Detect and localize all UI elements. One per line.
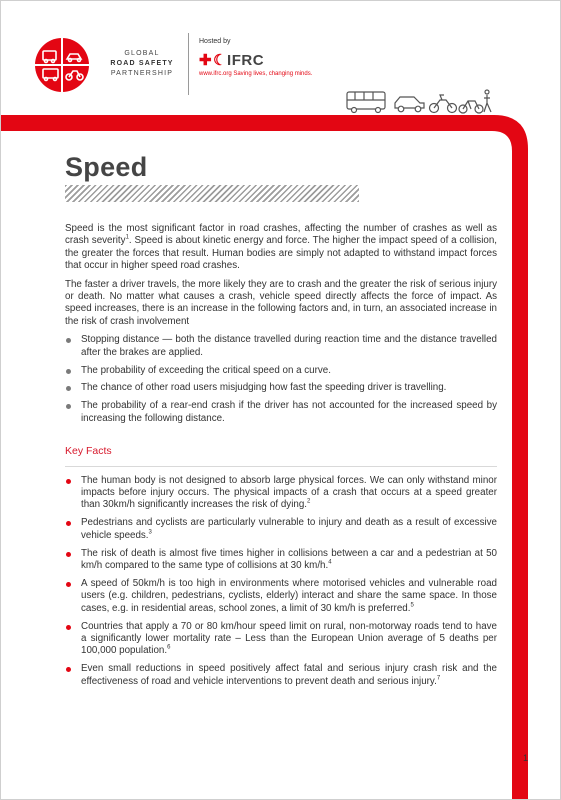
- grsp-logo-icon: [34, 37, 90, 93]
- footnote-ref: 5: [410, 602, 414, 609]
- key-facts-list: [65, 475, 497, 689]
- list-item: [65, 475, 497, 512]
- page-title: Speed: [65, 152, 148, 182]
- bullet-icon: [66, 667, 71, 672]
- ifrc-cross-icon: ✚: [199, 52, 213, 69]
- list-item-text: Stopping distance — both the distance travelled during reaction time and the distance travelled after the brakes are applied.: [81, 334, 497, 358]
- grsp-wordmark: [99, 49, 185, 79]
- bullet-icon: [66, 625, 71, 630]
- list-item-text: Pedestrians and cyclists are particularly vulnerable to injury and death as a result of excessive vehicle speeds.: [81, 517, 497, 541]
- list-item-text: The probability of exceeding the critical speed on a curve.: [81, 364, 331, 376]
- intro-paragraph-2: The faster a driver travels, the more likely they are to crash and the greater the risk of serious injury or death. No matter what causes a crash, vehicle speed directly affects the force of impact. As speed increases, there is an increase in the following factors and, in turn, an associated increase in the risk of crash involvement: [65, 278, 497, 327]
- pedestrian-icon: [484, 90, 491, 112]
- bullet-icon: [66, 386, 71, 391]
- list-item-text: A speed of 50km/h is too high in environments where motorised vehicles and vulnerable road users (e.g. children, pedestrians, cyclists, elderly) interact and share the same space. In those cases, e.g. in residential areas, school zones, a limit of 30 km/h is preferred.: [81, 577, 497, 614]
- list-item-text: The human body is not designed to absorb large physical forces. We can only withstand minor impacts before injury occurs. The physical impacts of a crash that occurs at a speed greater than 30km/h significantly increases the risk of dying.: [81, 474, 497, 511]
- footnote-ref: 2: [306, 499, 311, 506]
- ifrc-tagline: www.ifrc.org Saving lives, changing minds.: [199, 71, 313, 77]
- intro-paragraph-1: [65, 223, 497, 273]
- key-facts-divider: [65, 466, 497, 467]
- title-hatch-rule: [65, 185, 359, 202]
- motorcycle-icon: [430, 95, 457, 113]
- bullet-icon: [66, 404, 71, 409]
- list-item-text: The chance of other road users misjudging how fast the speeding driver is travelling.: [81, 382, 447, 394]
- partner-line-3: PARTNERSHIP: [110, 70, 174, 77]
- list-item-text: Countries that apply a 70 or 80 km/hour speed limit on rural, non-motorway roads tend to have a significantly lower mortality rate – Less than the European Union average of 5 deaths per 100,000 population.: [81, 620, 497, 657]
- intro-p1-text-a: Speed is the most significant factor in road crashes, affecting the number of crashes as well as crash severity: [65, 223, 497, 247]
- list-item: [65, 663, 497, 688]
- speed-factors-list: [65, 334, 497, 425]
- bullet-icon: [66, 521, 71, 526]
- bullet-icon: [66, 369, 71, 374]
- car-icon: [395, 97, 424, 112]
- list-item: [65, 517, 497, 542]
- road-users-icons: [345, 89, 495, 115]
- ifrc-name: IFRC: [227, 52, 265, 69]
- list-item: [65, 334, 497, 359]
- footnote-ref: 7: [436, 675, 441, 682]
- bullet-icon: [66, 479, 71, 484]
- list-item: [65, 400, 497, 425]
- ifrc-logo: [199, 51, 264, 69]
- list-item: [65, 548, 497, 573]
- bullet-icon: [66, 582, 71, 587]
- list-item: [65, 578, 497, 615]
- main-content: [65, 223, 497, 694]
- partner-line-1: GLOBAL: [124, 50, 160, 57]
- list-item-text: Even small reductions in speed positively affect fatal and serious injury crash risk and the effectiveness of road and vehicle interventions to prevent death and serious injury.: [81, 663, 497, 687]
- bicycle-icon: [459, 101, 483, 113]
- ifrc-crescent-icon: ☾: [213, 52, 228, 69]
- page-number: 1: [523, 753, 529, 763]
- list-item: [65, 365, 497, 377]
- bullet-icon: [66, 338, 71, 343]
- list-item: [65, 382, 497, 394]
- intro-p1-text-b: . Speed is about kinetic energy and force. The higher the impact speed of a collision, the greater the forces that result. Human bodies are simply not adapted to withstand impact forces that occur in higher speed road crashes.: [65, 235, 497, 272]
- key-facts-heading: Key Facts: [65, 445, 112, 458]
- footnote-ref: 6: [167, 645, 171, 652]
- footnote-ref: 1: [125, 235, 129, 242]
- partner-line-2: ROAD SAFETY: [110, 60, 174, 67]
- header-divider: [188, 33, 189, 95]
- footnote-ref: 4: [328, 559, 332, 566]
- hosted-by-label: Hosted by: [199, 38, 231, 45]
- bus-icon: [347, 92, 385, 113]
- list-item-text: The risk of death is almost five times higher in collisions between a car and a pedestrian at 50 km/h compared to the same type of collisions at 30 km/h.: [81, 547, 497, 572]
- list-item: [65, 621, 497, 658]
- bullet-icon: [66, 552, 71, 557]
- footnote-ref: 3: [148, 529, 152, 536]
- list-item-text: The probability of a rear-end crash if the driver has not accounted for the increased speed by increasing the following distance.: [81, 400, 497, 424]
